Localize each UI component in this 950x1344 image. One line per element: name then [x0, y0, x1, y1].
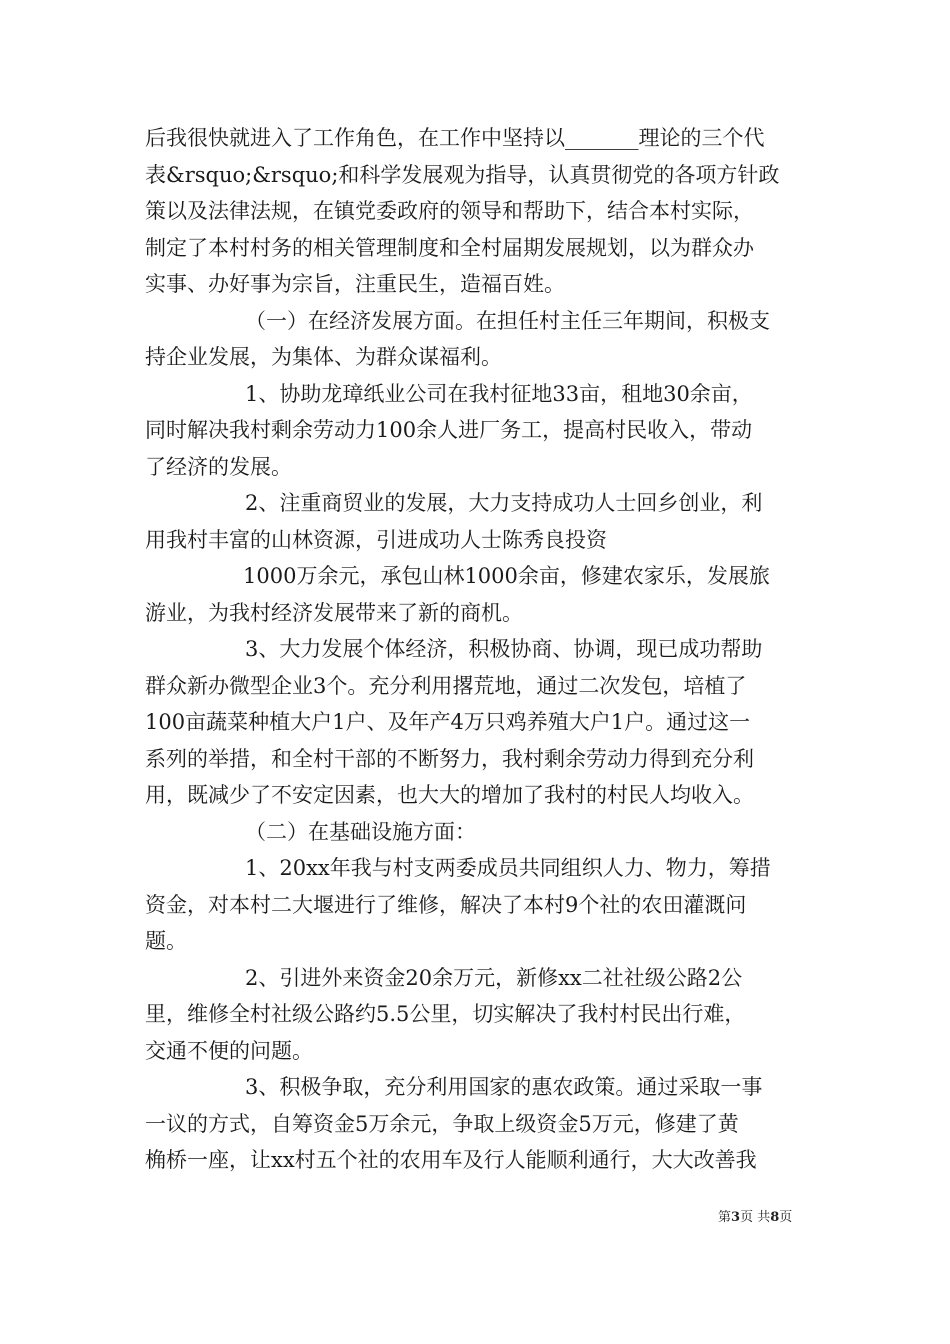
text-line: 策以及法律法规，在镇党委政府的领导和帮助下，结合本村实际， [145, 199, 754, 223]
text-line: 后我很快就进入了工作角色，在工作中坚持以_______理论的三个代 [145, 126, 765, 150]
text-line: 群众新办微型企业3个。充分利用撂荒地，通过二次发包，培植了 [145, 673, 747, 698]
text-line: 1000万余元，承包山林1000余亩，修建农家乐，发展旅 [243, 564, 770, 588]
text-line: 桷桥一座，让xx村五个社的农用车及行人能顺利通行，大大改善我 [145, 1148, 757, 1172]
section-heading-infrastructure: （二）在基础设施方面： [245, 819, 476, 844]
text-line: 一议的方式，自筹资金5万余元，争取上级资金5万元，修建了黄 [145, 1111, 739, 1136]
text-line: 游业，为我村经济发展带来了新的商机。 [145, 600, 523, 625]
text-line: 1、协助龙璋纸业公司在我村征地33亩，租地30余亩， [245, 381, 753, 406]
text-line: 3、大力发展个体经济，积极协商、协调，现已成功帮助 [245, 637, 763, 661]
text-line: 1、20xx年我与村支两委成员共同组织人力、物力，筹措 [245, 856, 771, 880]
section-heading-economy: （一）在经济发展方面。在担任村主任三年期间，积极支 [245, 308, 770, 333]
text-line: 用我村丰富的山林资源，引进成功人士陈秀良投资 [145, 527, 607, 552]
footer-total-pages: 8 [770, 1210, 780, 1225]
text-line: 2、引进外来资金20余万元，新修xx二社社级公路2公 [245, 965, 743, 990]
text-line: 题。 [145, 929, 187, 953]
text-line: 资金，对本村二大堰进行了维修，解决了本村9个社的农田灌溉问 [145, 892, 747, 917]
text-line: 里，维修全村社级公路约5.5公里，切实解决了我村村民出行难， [145, 1002, 746, 1026]
footer-middle: 页 共 [740, 1210, 771, 1225]
footer-prefix: 第 [718, 1210, 732, 1225]
text-line: 表&rsquo;&rsquo;和科学发展观为指导，认真贯彻党的各项方针政 [145, 162, 780, 187]
text-line: 制定了本村村务的相关管理制度和全村届期发展规划，以为群众办 [145, 235, 754, 260]
text-line: 同时解决我村剩余劳动力100余人进厂务工，提高村民收入，带动 [145, 418, 753, 442]
text-line: 用，既减少了不安定因素，也大大的增加了我村的村民人均收入。 [145, 783, 754, 807]
footer-suffix: 页 [779, 1210, 793, 1225]
footer-page-number: 3 [731, 1210, 741, 1225]
text-line: 了经济的发展。 [145, 454, 292, 479]
text-line: 交通不便的问题。 [145, 1038, 313, 1063]
text-line: 100亩蔬菜种植大户1户、及年产4万只鸡养殖大户1户。通过这一 [145, 710, 751, 734]
text-line: 实事、办好事为宗旨，注重民生，造福百姓。 [145, 272, 565, 296]
text-line: 2、注重商贸业的发展，大力支持成功人士回乡创业，利 [245, 491, 763, 515]
text-line: 3、积极争取，充分利用国家的惠农政策。通过采取一事 [245, 1075, 763, 1099]
page-footer [718, 1206, 792, 1225]
body-text [145, 120, 810, 1179]
text-line: 系列的举措，和全村干部的不断努力，我村剩余劳动力得到充分利 [145, 746, 754, 771]
text-line: 持企业发展，为集体、为群众谋福利。 [145, 345, 502, 369]
